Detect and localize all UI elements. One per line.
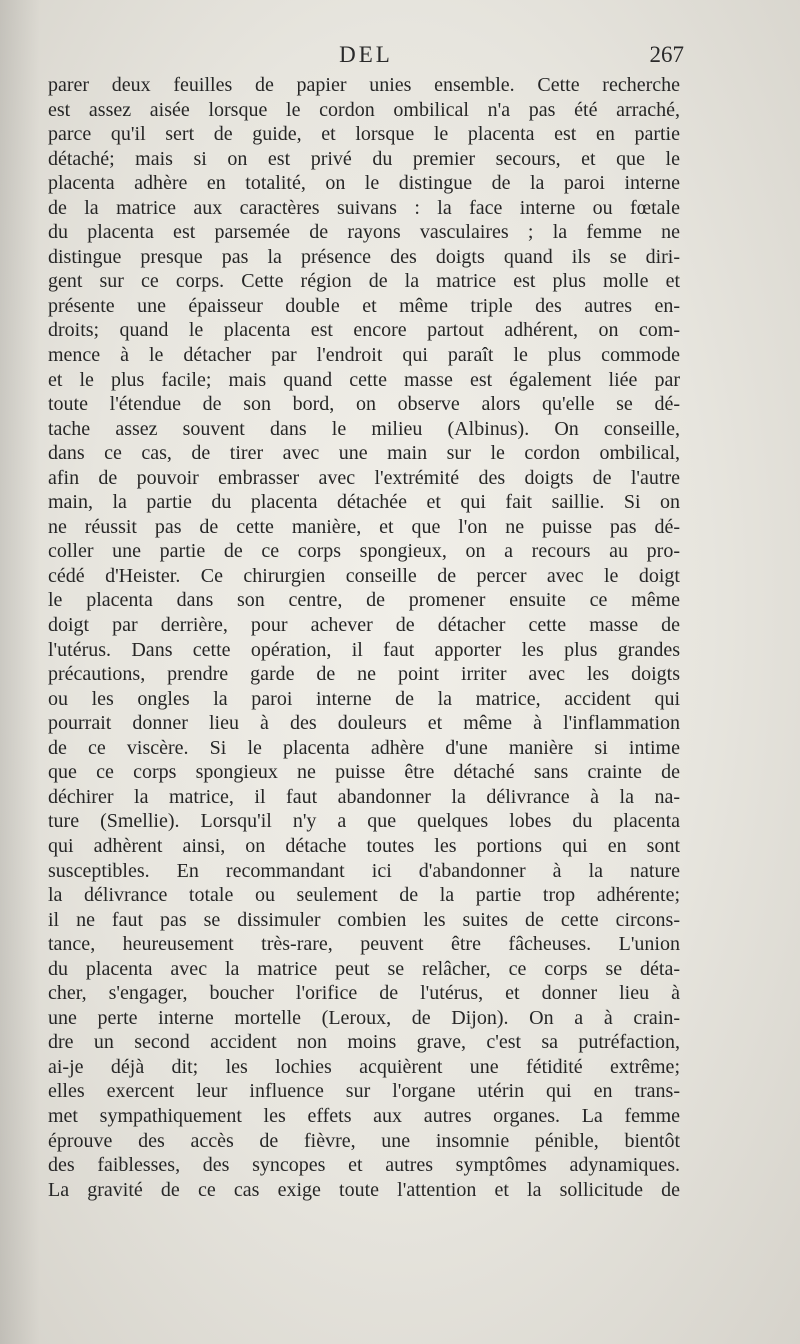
- text-line: il ne faut pas se dissimuler combien les suites de cette circons-: [48, 908, 680, 931]
- text-line: de ce viscère. Si le placenta adhère d'une manière si intime: [48, 736, 680, 759]
- text-line: le placenta dans son centre, de promener ensuite ce même: [48, 589, 680, 612]
- text-line: dre un second accident non moins grave, c'est sa putréfaction,: [48, 1031, 680, 1054]
- text-line: coller une partie de ce corps spongieux, on a recours au pro-: [48, 540, 680, 563]
- page-header: [48, 42, 684, 72]
- text-line: gent sur ce corps. Cette région de la matrice est plus molle et: [48, 270, 680, 293]
- page-number: 267: [649, 42, 684, 67]
- text-line: une perte interne mortelle (Leroux, de Dijon). On a à crain-: [48, 1006, 680, 1029]
- text-line: elles exercent leur influence sur l'organe utérin qui en trans-: [48, 1080, 680, 1103]
- text-line: ne réussit pas de cette manière, et que l'on ne puisse pas dé-: [48, 515, 680, 538]
- text-line: cher, s'engager, boucher l'orifice de l'utérus, et donner lieu à: [48, 982, 680, 1005]
- body-text: [48, 73, 680, 1202]
- text-line: pourrait donner lieu à des douleurs et même à l'inflammation: [48, 712, 680, 735]
- text-line: la délivrance totale ou seulement de la partie trop adhérente;: [48, 884, 680, 907]
- text-line: est assez aisée lorsque le cordon ombilical n'a pas été arraché,: [48, 98, 680, 121]
- text-line: met sympathiquement les effets aux autres organes. La femme: [48, 1104, 680, 1127]
- text-line: doigt par derrière, pour achever de détacher cette masse de: [48, 614, 680, 637]
- text-line: ture (Smellie). Lorsqu'il n'y a que quelques lobes du placenta: [48, 810, 680, 833]
- text-line: éprouve des accès de fièvre, une insomnie pénible, bientôt: [48, 1129, 680, 1152]
- text-line: qui adhèrent ainsi, on détache toutes les portions qui en sont: [48, 834, 680, 857]
- text-line: et le plus facile; mais quand cette masse est également liée par: [48, 368, 680, 391]
- text-line: afin de pouvoir embrasser avec l'extrémité des doigts de l'autre: [48, 466, 680, 489]
- text-line: du placenta avec la matrice peut se relâcher, ce corps se déta-: [48, 957, 680, 980]
- text-line: tance, heureusement très-rare, peuvent être fâcheuses. L'union: [48, 933, 680, 956]
- text-line: l'utérus. Dans cette opération, il faut apporter les plus grandes: [48, 638, 680, 661]
- text-line: du placenta est parsemée de rayons vasculaires ; la femme ne: [48, 221, 680, 244]
- text-line: La gravité de ce cas exige toute l'attention et la sollicitude de: [48, 1178, 680, 1201]
- text-line: parer deux feuilles de papier unies ensemble. Cette recherche: [48, 74, 680, 96]
- text-line: précautions, prendre garde de ne point irriter avec les doigts: [48, 663, 680, 686]
- text-line: mence à le détacher par l'endroit qui paraît le plus commode: [48, 344, 680, 367]
- text-line: déchirer la matrice, il faut abandonner la délivrance à la na-: [48, 785, 680, 808]
- text-line: de la matrice aux caractères suivans : la face interne ou fœtale: [48, 196, 680, 219]
- running-head: DEL: [339, 42, 393, 67]
- text-line: distingue presque pas la présence des doigts quand ils se diri-: [48, 245, 680, 268]
- text-line: détaché; mais si on est privé du premier secours, et que le: [48, 147, 680, 170]
- text-line: cédé d'Heister. Ce chirurgien conseille de percer avec le doigt: [48, 564, 680, 587]
- text-line: main, la partie du placenta détachée et qui fait saillie. Si on: [48, 491, 680, 514]
- text-line: que ce corps spongieux ne puisse être détaché sans crainte de: [48, 761, 680, 784]
- text-line: ai-je déjà dit; les lochies acquièrent une fétidité extrême;: [48, 1055, 680, 1078]
- text-line: des faiblesses, des syncopes et autres symptômes adynamiques.: [48, 1154, 680, 1177]
- text-line: droits; quand le placenta est encore partout adhérent, on com-: [48, 319, 680, 342]
- text-line: tache assez souvent dans le milieu (Albinus). On conseille,: [48, 417, 680, 440]
- text-line: toute l'étendue de son bord, on observe alors qu'elle se dé-: [48, 393, 680, 416]
- text-line: placenta adhère en totalité, on le distingue de la paroi interne: [48, 172, 680, 195]
- text-line: dans ce cas, de tirer avec une main sur le cordon ombilical,: [48, 442, 680, 465]
- text-line: présente une épaisseur double et même triple des autres en-: [48, 294, 680, 317]
- text-line: ou les ongles la paroi interne de la matrice, accident qui: [48, 687, 680, 710]
- text-line: susceptibles. En recommandant ici d'abandonner à la nature: [48, 859, 680, 882]
- text-line: parce qu'il sert de guide, et lorsque le placenta est en partie: [48, 123, 680, 146]
